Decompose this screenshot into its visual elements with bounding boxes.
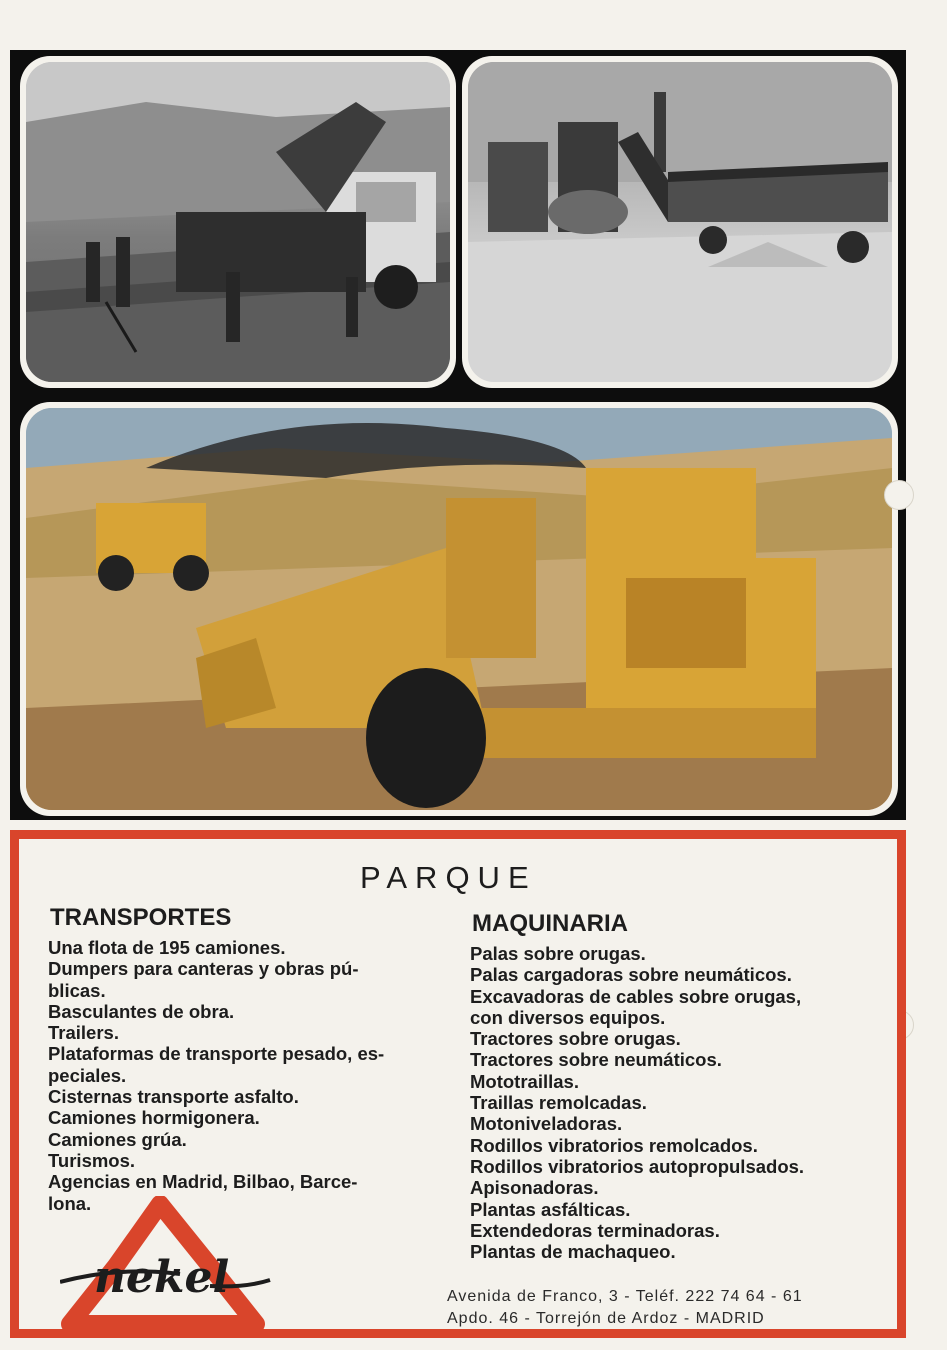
list-item: Dumpers para canteras y obras pú- — [48, 958, 359, 980]
photo-paving-crew — [20, 56, 456, 388]
list-item: Turismos. — [48, 1149, 136, 1171]
paving-crew-illustration — [26, 62, 450, 382]
list-item: lona. — [48, 1192, 92, 1214]
list-item: Plantas asfálticas. — [470, 1198, 631, 1220]
list-item: Traillas remolcadas. — [470, 1092, 647, 1114]
photo-asphalt-plant — [462, 56, 898, 388]
list-item: Tractores sobre orugas. — [470, 1028, 681, 1050]
list-item: Rodillos vibratorios autopropulsados. — [470, 1155, 805, 1177]
address-line-2: Apdo. 46 - Torrejón de Ardoz - MADRID — [447, 1310, 765, 1327]
list-item: Plantas de machaqueo. — [470, 1241, 676, 1263]
photo-caterpillar-scrapers — [20, 402, 898, 816]
list-item: Plataformas de transporte pesado, es- — [48, 1043, 385, 1065]
list-item: Palas cargadoras sobre neumáticos. — [470, 964, 792, 986]
asphalt-plant-illustration — [468, 62, 892, 382]
maquinaria-list — [470, 943, 804, 1262]
list-item: Apisonadoras. — [470, 1177, 599, 1199]
list-item: Trailers. — [48, 1022, 119, 1044]
nekel-logo — [60, 1196, 280, 1330]
maquinaria-title: MAQUINARIA — [472, 910, 628, 937]
list-item: Excavadoras de cables sobre orugas, — [470, 985, 802, 1007]
section-heading: PARQUE — [360, 860, 537, 895]
transportes-list — [48, 937, 440, 1214]
list-item: Motoniveladoras. — [470, 1113, 623, 1135]
list-item: Basculantes de obra. — [48, 1000, 235, 1022]
list-item: Camiones grúa. — [48, 1128, 187, 1150]
transportes-title: TRANSPORTES — [50, 904, 232, 931]
address-line-1: Avenida de Franco, 3 - Teléf. 222 74 64 - 61 — [447, 1288, 803, 1305]
logo-wordmark: nekel — [94, 1252, 230, 1303]
list-item: Palas sobre orugas. — [470, 943, 646, 964]
list-item: Extendedoras terminadoras. — [470, 1219, 720, 1241]
list-item: Camiones hormigonera. — [48, 1107, 260, 1129]
list-item: Mototraillas. — [470, 1070, 579, 1092]
scrapers-illustration — [26, 408, 892, 810]
list-item: Una flota de 195 camiones. — [48, 937, 286, 958]
list-item: Cisternas transporte asfalto. — [48, 1086, 299, 1108]
list-item: peciales. — [48, 1064, 127, 1086]
list-item: Agencias en Madrid, Bilbao, Barce- — [48, 1171, 358, 1193]
list-item: Tractores sobre neumáticos. — [470, 1049, 722, 1071]
list-item: con diversos equipos. — [470, 1006, 666, 1028]
list-item: blicas. — [48, 979, 106, 1001]
list-item: Rodillos vibratorios remolcados. — [470, 1134, 758, 1156]
punch-hole-top — [884, 480, 914, 510]
